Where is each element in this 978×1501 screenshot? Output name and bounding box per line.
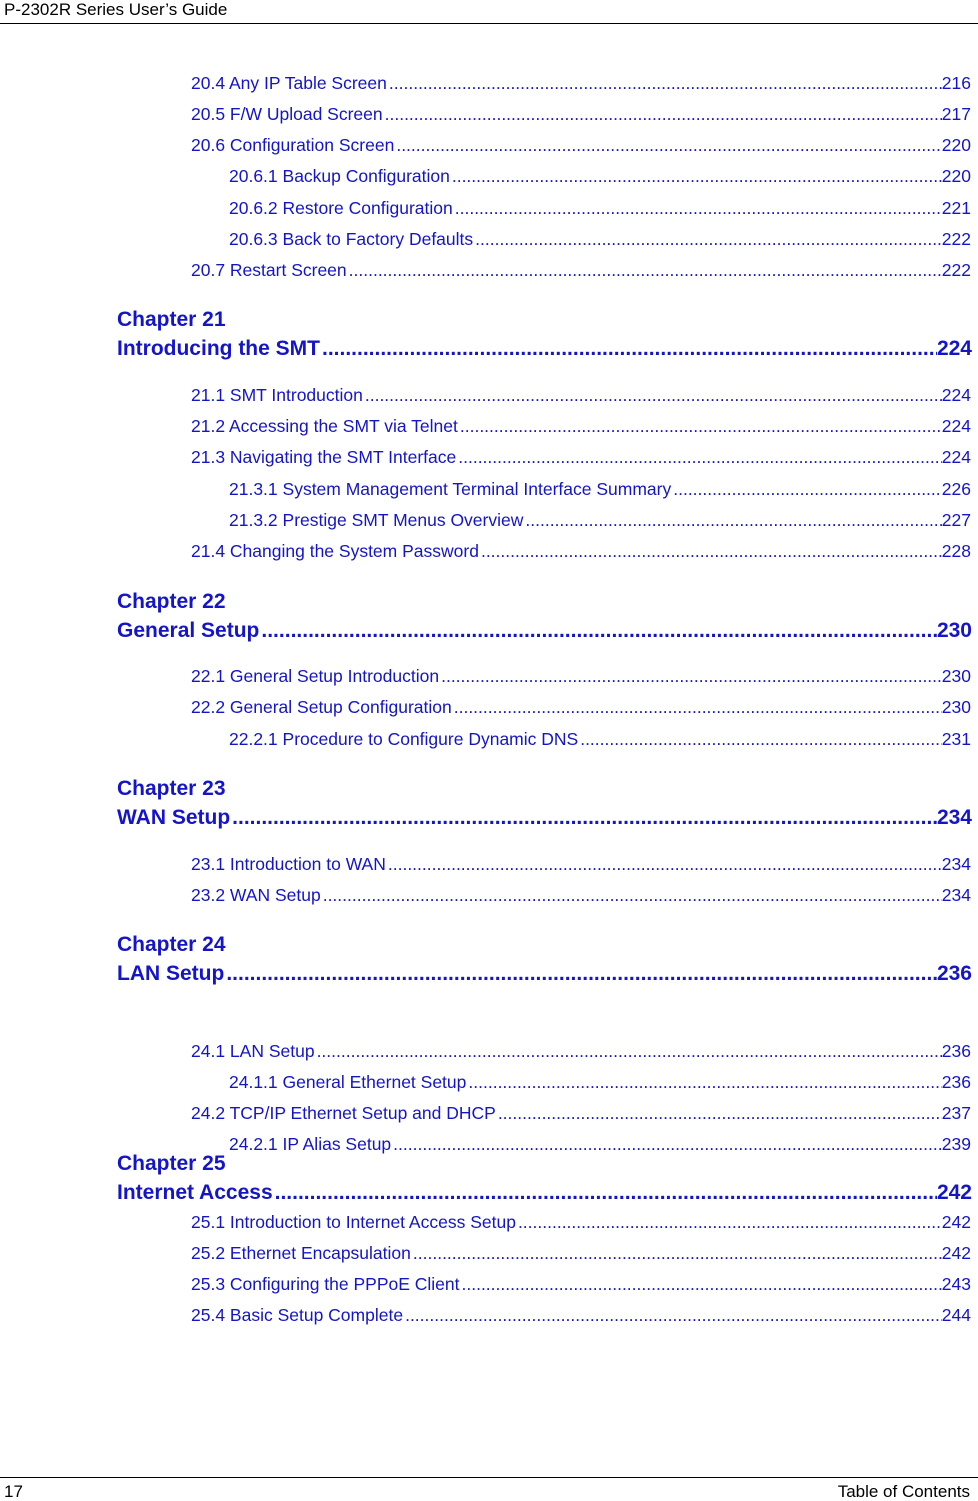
toc-entry-title: 22.1 General Setup Introduction [191, 666, 440, 686]
toc-entry[interactable] [229, 728, 971, 750]
toc-entry[interactable] [229, 478, 971, 500]
chapter-title: WAN Setup [117, 806, 231, 829]
toc-entry[interactable] [191, 103, 971, 125]
toc-entry-page: 224 [941, 385, 971, 405]
dot-leader [452, 696, 942, 718]
dot-leader [578, 728, 942, 750]
toc-entry[interactable] [229, 509, 971, 531]
chapter-page: 230 [936, 619, 972, 642]
toc-entry-title: 20.6.1 Backup Configuration [229, 166, 450, 186]
toc-entry-page: 231 [941, 729, 971, 749]
toc-entry-title: 20.6.3 Back to Factory Defaults [229, 229, 474, 249]
chapter-entry[interactable] [117, 805, 972, 831]
toc-entry-page: 242 [941, 1212, 971, 1232]
toc-entry-title: 21.4 Changing the System Password [191, 541, 479, 561]
toc-entry-title: 24.1.1 General Ethernet Setup [229, 1072, 467, 1092]
toc-entry-title: 20.7 Restart Screen [191, 260, 347, 280]
toc-entry-page: 244 [941, 1305, 971, 1325]
toc-entry-title: 25.1 Introduction to Internet Access Setup [191, 1212, 516, 1232]
toc-entry[interactable] [191, 1242, 971, 1264]
toc-entry[interactable] [191, 415, 971, 437]
dot-leader [259, 618, 937, 644]
toc-entry-page: 222 [941, 229, 971, 249]
chapter-entry[interactable] [117, 336, 972, 362]
dot-leader [224, 961, 937, 987]
toc-entry-title: 20.4 Any IP Table Screen [191, 73, 387, 93]
toc-entry-page: 221 [941, 198, 971, 218]
dot-leader [403, 1304, 942, 1326]
toc-entry-title: 21.2 Accessing the SMT via Telnet [191, 416, 458, 436]
toc-entry-page: 224 [941, 447, 971, 467]
toc-entry-page: 236 [941, 1041, 971, 1061]
dot-leader [450, 165, 942, 187]
toc-entry[interactable] [191, 134, 971, 156]
toc-entry-title: 25.3 Configuring the PPPoE Client [191, 1274, 460, 1294]
toc-entry[interactable] [191, 446, 971, 468]
chapter-entry[interactable] [117, 618, 972, 644]
toc-entry[interactable] [191, 259, 971, 281]
toc-entry[interactable] [229, 228, 971, 250]
toc-entry-title: 22.2 General Setup Configuration [191, 697, 452, 717]
toc-entry-page: 224 [941, 416, 971, 436]
toc-entry[interactable] [191, 853, 971, 875]
chapter-page: 224 [936, 337, 972, 360]
dot-leader [394, 134, 941, 156]
dot-leader [456, 446, 942, 468]
toc-entry[interactable] [229, 1133, 971, 1155]
chapter-title: LAN Setup [117, 962, 225, 985]
dot-leader [466, 1071, 941, 1093]
dot-leader [386, 853, 942, 875]
dot-leader [453, 197, 942, 219]
toc-entry-title: 20.5 F/W Upload Screen [191, 104, 383, 124]
toc-entry-page: 234 [941, 885, 971, 905]
toc-entry-page: 228 [941, 541, 971, 561]
dot-leader [391, 1133, 942, 1155]
toc-entry[interactable] [191, 1304, 971, 1326]
toc-entry-title: 24.2.1 IP Alias Setup [229, 1134, 392, 1154]
toc-entry[interactable] [191, 1211, 971, 1233]
chapter-label: Chapter 23 [117, 777, 226, 800]
dot-leader [347, 259, 942, 281]
toc-entry-page: 242 [941, 1243, 971, 1263]
toc-entry-page: 220 [941, 166, 971, 186]
toc-entry-page: 234 [941, 854, 971, 874]
document-title: P-2302R Series User’s Guide [4, 0, 228, 19]
toc-entry[interactable] [229, 197, 971, 219]
toc-entry[interactable] [191, 1273, 971, 1295]
dot-leader [671, 478, 942, 500]
chapter-page: 242 [936, 1181, 972, 1204]
page-footer [0, 1477, 978, 1499]
toc-entry-title: 20.6 Configuration Screen [191, 135, 395, 155]
chapter-entry[interactable] [117, 1180, 972, 1206]
toc-entry-page: 222 [941, 260, 971, 280]
chapter-label: Chapter 22 [117, 590, 226, 613]
page-number: 17 [4, 1482, 23, 1501]
dot-leader [439, 665, 942, 687]
dot-leader [460, 1273, 942, 1295]
chapter-label: Chapter 24 [117, 933, 226, 956]
dot-leader [315, 1040, 942, 1062]
toc-entry-page: 239 [941, 1134, 971, 1154]
toc-entry-title: 25.4 Basic Setup Complete [191, 1305, 404, 1325]
toc-entry-title: 25.2 Ethernet Encapsulation [191, 1243, 411, 1263]
toc-entry-page: 220 [941, 135, 971, 155]
page-header [0, 0, 978, 24]
toc-entry-page: 227 [941, 510, 971, 530]
chapter-page: 234 [936, 806, 972, 829]
toc-entry-page: 226 [941, 479, 971, 499]
toc-entry[interactable] [229, 165, 971, 187]
dot-leader [473, 228, 942, 250]
toc-entry-title: 24.2 TCP/IP Ethernet Setup and DHCP [191, 1103, 496, 1123]
dot-leader [273, 1180, 937, 1206]
toc-entry-page: 237 [941, 1103, 971, 1123]
toc-entry[interactable] [191, 1102, 971, 1124]
dot-leader [321, 884, 942, 906]
toc-entry-title: 23.1 Introduction to WAN [191, 854, 386, 874]
dot-leader [320, 336, 937, 362]
chapter-label: Chapter 21 [117, 308, 226, 331]
toc-entry-title: 21.3.1 System Management Terminal Interface Summary [229, 479, 672, 499]
chapter-title: Introducing the SMT [117, 337, 320, 360]
toc-entry-title: 20.6.2 Restore Configuration [229, 198, 453, 218]
toc-entry-page: 236 [941, 1072, 971, 1092]
toc-entry[interactable] [191, 540, 971, 562]
chapter-label: Chapter 25 [117, 1152, 226, 1175]
dot-leader [523, 509, 941, 531]
toc-entry-title: 22.2.1 Procedure to Configure Dynamic DNS [229, 729, 579, 749]
toc-entry-page: 217 [941, 104, 971, 124]
dot-leader [479, 540, 942, 562]
toc-entry-title: 24.1 LAN Setup [191, 1041, 315, 1061]
chapter-entry[interactable] [117, 961, 972, 987]
chapter-title: General Setup [117, 619, 260, 642]
dot-leader [411, 1242, 942, 1264]
toc-entry-title: 23.2 WAN Setup [191, 885, 321, 905]
section-name: Table of Contents [837, 1482, 970, 1501]
toc-entry[interactable] [191, 72, 971, 94]
dot-leader [516, 1211, 942, 1233]
dot-leader [230, 805, 937, 831]
dot-leader [363, 384, 942, 406]
toc-entry[interactable] [191, 665, 971, 687]
dot-leader [496, 1102, 942, 1124]
toc-entry-page: 230 [941, 666, 971, 686]
chapter-page: 236 [936, 962, 972, 985]
toc-entry[interactable] [229, 1071, 971, 1093]
toc-entry[interactable] [191, 384, 971, 406]
toc-entry[interactable] [191, 884, 971, 906]
toc-entry-page: 243 [941, 1274, 971, 1294]
toc-entry-page: 216 [941, 73, 971, 93]
dot-leader [383, 103, 942, 125]
chapter-title: Internet Access [117, 1181, 273, 1204]
dot-leader [387, 72, 942, 94]
toc-entry-page: 230 [941, 697, 971, 717]
dot-leader [458, 415, 942, 437]
toc-entry-title: 21.3.2 Prestige SMT Menus Overview [229, 510, 524, 530]
toc-entry-title: 21.3 Navigating the SMT Interface [191, 447, 457, 467]
toc-entry[interactable] [191, 696, 971, 718]
toc-entry[interactable] [191, 1040, 971, 1062]
toc-entry-title: 21.1 SMT Introduction [191, 385, 363, 405]
